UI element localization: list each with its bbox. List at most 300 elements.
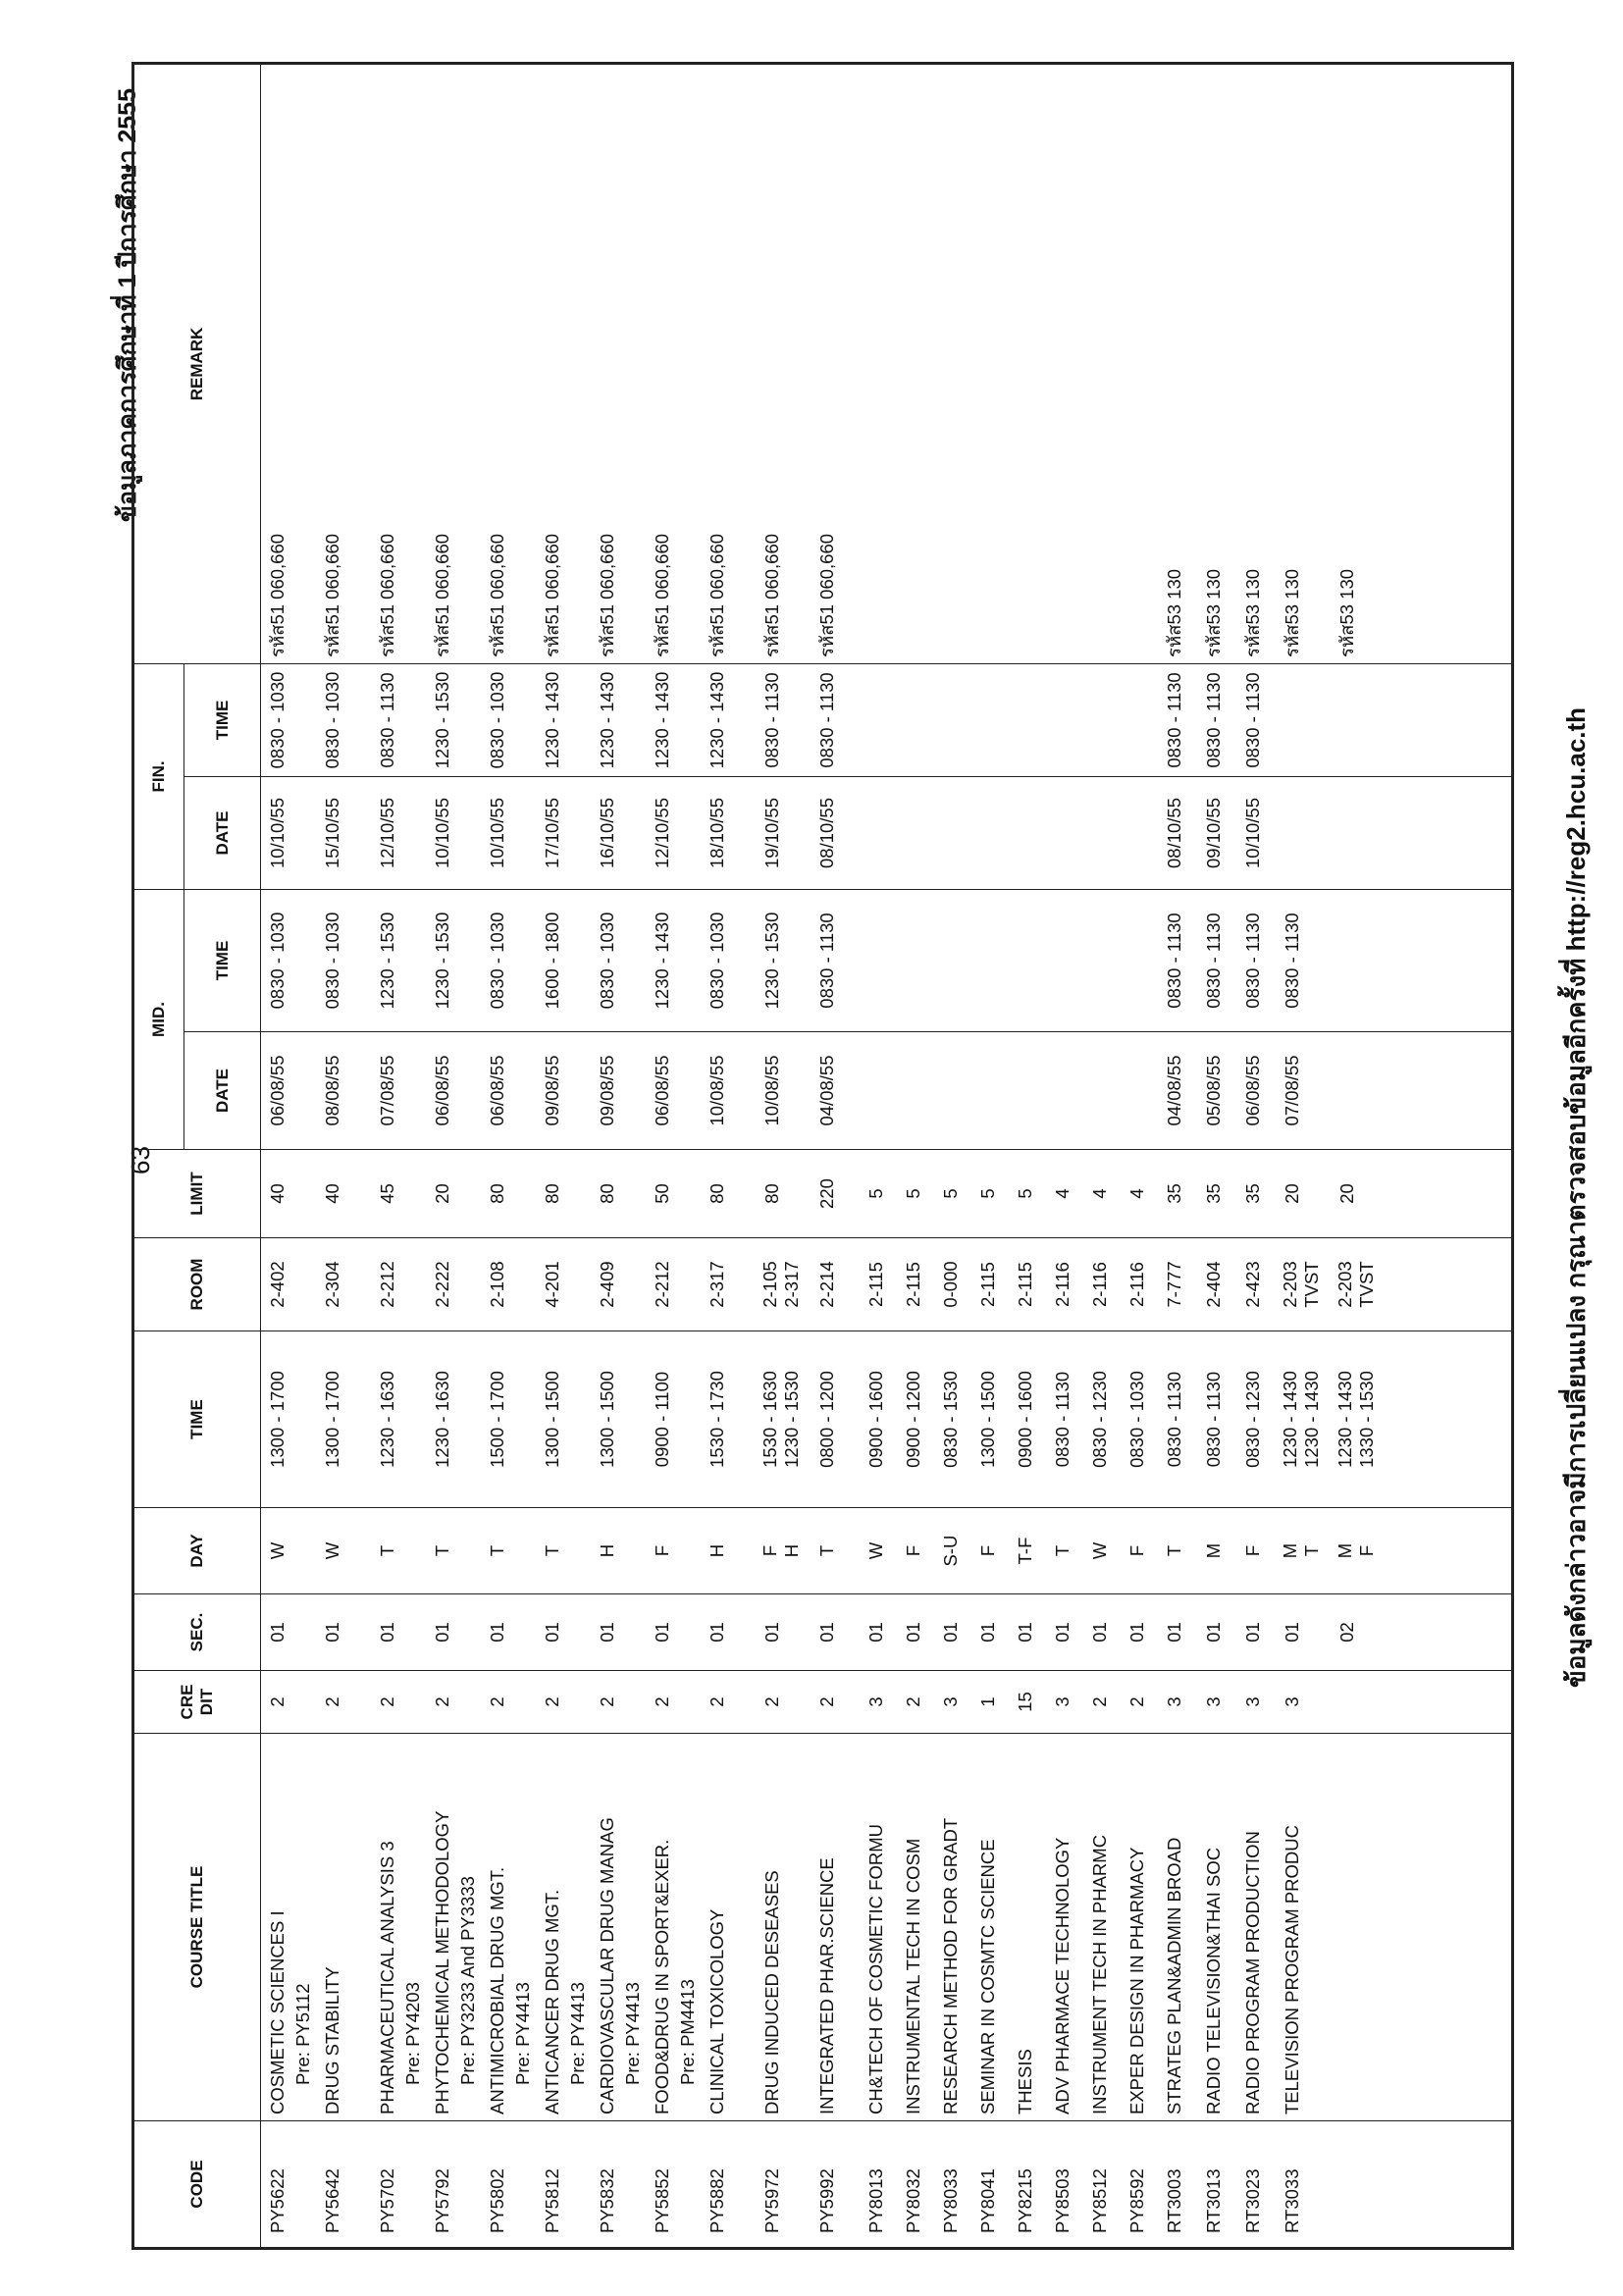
day-value: F bbox=[652, 1544, 672, 1557]
course-title: RESEARCH METHOD FOR GRADT bbox=[940, 1817, 961, 2114]
course-rows bbox=[261, 64, 1513, 2249]
day-cell bbox=[1236, 1508, 1276, 1594]
time-cell bbox=[1083, 1331, 1121, 1508]
prerequisite: Pre: PY5112 bbox=[292, 1983, 313, 2085]
time-cell bbox=[481, 1331, 536, 1508]
fin-date bbox=[1046, 776, 1083, 889]
fin-time bbox=[897, 663, 934, 776]
fin-time bbox=[1009, 663, 1046, 776]
room-cell bbox=[1009, 1238, 1046, 1331]
limit: 50 bbox=[646, 1150, 701, 1238]
day-value: H bbox=[707, 1543, 727, 1558]
section: 01 bbox=[481, 1594, 536, 1671]
filler-cell bbox=[1393, 776, 1513, 889]
filler-cell bbox=[1393, 64, 1513, 664]
table-row bbox=[261, 64, 317, 2249]
course-title-cell bbox=[756, 1734, 811, 2121]
course-title-cell bbox=[1197, 1734, 1236, 2121]
mid-time: 0830 - 1030 bbox=[591, 889, 646, 1031]
mid-date: 10/08/55 bbox=[701, 1032, 756, 1150]
fin-time: 1230 - 1430 bbox=[591, 663, 646, 776]
time-value: 0830 - 1230 bbox=[1242, 1371, 1263, 1468]
fin-date bbox=[971, 776, 1009, 889]
limit: 4 bbox=[1121, 1150, 1158, 1238]
day-cell bbox=[481, 1508, 536, 1594]
time-value: 0830 - 1130 bbox=[1164, 1371, 1184, 1468]
mid-date bbox=[1083, 1032, 1121, 1150]
room-cell bbox=[897, 1238, 934, 1331]
course-title-cell bbox=[426, 1734, 481, 2121]
table-row bbox=[897, 64, 934, 2249]
limit: 5 bbox=[860, 1150, 897, 1238]
section: 01 bbox=[426, 1594, 481, 1671]
course-title-cell bbox=[1121, 1734, 1158, 2121]
course-title: CH&TECH OF COSMETIC FORMU bbox=[865, 1824, 886, 2114]
course-title-cell bbox=[1276, 1734, 1331, 2121]
day-value: H bbox=[781, 1543, 802, 1558]
course-code: PY5972 bbox=[756, 2121, 811, 2249]
course-title-cell bbox=[897, 1734, 934, 2121]
section: 01 bbox=[1046, 1594, 1083, 1671]
time-cell bbox=[1046, 1331, 1083, 1508]
day-value: W bbox=[1089, 1541, 1110, 1560]
day-cell bbox=[897, 1508, 934, 1594]
course-title: SEMINAR IN COSMTC SCIENCE bbox=[977, 1839, 998, 2114]
room-value: 2-115 bbox=[903, 1262, 923, 1307]
course-code bbox=[1331, 2121, 1393, 2249]
table-row bbox=[1276, 64, 1331, 2249]
time-cell bbox=[1121, 1331, 1158, 1508]
table-row bbox=[1236, 64, 1276, 2249]
day-value: F bbox=[1356, 1544, 1377, 1557]
course-title: THESIS bbox=[1015, 2049, 1035, 2114]
remark bbox=[1121, 64, 1158, 664]
mid-date: 06/08/55 bbox=[426, 1032, 481, 1150]
day-value: F bbox=[1242, 1544, 1263, 1557]
table-row bbox=[1158, 64, 1197, 2249]
time-value: 1300 - 1500 bbox=[542, 1371, 562, 1468]
remark bbox=[897, 64, 934, 664]
table-row bbox=[971, 64, 1009, 2249]
limit: 40 bbox=[316, 1150, 371, 1238]
course-title-cell bbox=[316, 1734, 371, 2121]
day-cell bbox=[1331, 1508, 1393, 1594]
prerequisite: Pre: PY4413 bbox=[512, 1982, 533, 2085]
fin-time bbox=[934, 663, 971, 776]
fin-date: 16/10/55 bbox=[591, 776, 646, 889]
limit: 5 bbox=[934, 1150, 971, 1238]
day-cell bbox=[426, 1508, 481, 1594]
remark bbox=[860, 64, 897, 664]
time-value: 0800 - 1200 bbox=[816, 1371, 837, 1468]
mid-time: 0830 - 1130 bbox=[1158, 889, 1197, 1031]
mid-date: 05/08/55 bbox=[1197, 1032, 1236, 1150]
fin-time: 1230 - 1530 bbox=[426, 663, 481, 776]
room-cell bbox=[591, 1238, 646, 1331]
section: 01 bbox=[316, 1594, 371, 1671]
room-value: 2-402 bbox=[267, 1261, 288, 1308]
fin-date: 10/10/55 bbox=[426, 776, 481, 889]
filler-cell bbox=[1393, 1238, 1513, 1331]
fin-date bbox=[1331, 776, 1393, 889]
remark bbox=[1046, 64, 1083, 664]
day-cell bbox=[536, 1508, 591, 1594]
credit: 2 bbox=[1121, 1671, 1158, 1734]
time-cell bbox=[1158, 1331, 1197, 1508]
course-title-cell bbox=[971, 1734, 1009, 2121]
fin-date bbox=[897, 776, 934, 889]
fin-date: 17/10/55 bbox=[536, 776, 591, 889]
col-day: DAY bbox=[133, 1508, 261, 1594]
remark bbox=[1083, 64, 1121, 664]
col-mid-date: DATE bbox=[184, 1032, 261, 1150]
room-cell bbox=[756, 1238, 811, 1331]
mid-date bbox=[1009, 1032, 1046, 1150]
room-value: 2-212 bbox=[377, 1261, 397, 1308]
time-value: 1500 - 1700 bbox=[487, 1371, 507, 1468]
day-cell bbox=[1197, 1508, 1236, 1594]
room-value: 7-777 bbox=[1164, 1261, 1184, 1308]
time-cell bbox=[701, 1331, 756, 1508]
semester-header: ข้อมูลภาคการศึกษาที่ 1 ปีการศึกษา 2555 bbox=[114, 88, 141, 523]
credit: 3 bbox=[1197, 1671, 1236, 1734]
day-value: T bbox=[487, 1544, 507, 1557]
day-cell bbox=[1158, 1508, 1197, 1594]
limit: 4 bbox=[1046, 1150, 1083, 1238]
fin-time: 0830 - 1130 bbox=[1236, 663, 1276, 776]
course-code: PY5702 bbox=[371, 2121, 426, 2249]
fin-time: 0830 - 1130 bbox=[756, 663, 811, 776]
course-code: PY5802 bbox=[481, 2121, 536, 2249]
fin-time: 0830 - 1130 bbox=[371, 663, 426, 776]
limit: 80 bbox=[591, 1150, 646, 1238]
day-cell bbox=[1009, 1508, 1046, 1594]
course-title: DRUG STABILITY bbox=[322, 1966, 342, 2114]
time-cell bbox=[261, 1331, 317, 1508]
day-value: T bbox=[542, 1544, 562, 1557]
course-code: PY8503 bbox=[1046, 2121, 1083, 2249]
room-value: 4-201 bbox=[542, 1261, 562, 1308]
course-title-cell bbox=[860, 1734, 897, 2121]
course-code: RT3033 bbox=[1276, 2121, 1331, 2249]
room-value: 2-404 bbox=[1203, 1261, 1224, 1308]
time-value: 1230 - 1430 bbox=[1301, 1371, 1322, 1468]
day-cell bbox=[371, 1508, 426, 1594]
room-value: 2-317 bbox=[707, 1261, 727, 1308]
credit: 3 bbox=[1276, 1671, 1331, 1734]
fin-date: 12/10/55 bbox=[371, 776, 426, 889]
day-value: M bbox=[1203, 1542, 1224, 1559]
filler-cell bbox=[1393, 1508, 1513, 1594]
room-value: 2-115 bbox=[865, 1262, 886, 1307]
time-value: 1230 - 1430 bbox=[1280, 1371, 1300, 1468]
room-cell bbox=[1158, 1238, 1197, 1331]
room-cell bbox=[261, 1238, 317, 1331]
course-code: PY5622 bbox=[261, 2121, 317, 2249]
section: 01 bbox=[1009, 1594, 1046, 1671]
table-row bbox=[1046, 64, 1083, 2249]
mid-time: 1600 - 1800 bbox=[536, 889, 591, 1031]
room-cell bbox=[426, 1238, 481, 1331]
course-code: PY8013 bbox=[860, 2121, 897, 2249]
time-value: 1300 - 1500 bbox=[977, 1371, 998, 1468]
mid-date: 10/08/55 bbox=[756, 1032, 811, 1150]
remark: รหัส51 060,660 bbox=[591, 64, 646, 664]
mid-date: 06/08/55 bbox=[646, 1032, 701, 1150]
course-title-cell bbox=[1083, 1734, 1121, 2121]
day-cell bbox=[934, 1508, 971, 1594]
course-title-cell bbox=[1331, 1734, 1393, 2121]
course-code: RT3023 bbox=[1236, 2121, 1276, 2249]
filler-cell bbox=[1393, 1594, 1513, 1671]
table-row bbox=[591, 64, 646, 2249]
credit: 2 bbox=[811, 1671, 860, 1734]
limit: 80 bbox=[536, 1150, 591, 1238]
course-title: ADV PHARMACE TECHNOLOGY bbox=[1052, 1837, 1073, 2114]
fin-time: 0830 - 1030 bbox=[261, 663, 317, 776]
day-cell bbox=[811, 1508, 860, 1594]
credit: 2 bbox=[536, 1671, 591, 1734]
time-value: 1300 - 1700 bbox=[267, 1371, 288, 1468]
mid-date bbox=[897, 1032, 934, 1150]
fin-time: 0830 - 1030 bbox=[316, 663, 371, 776]
room-cell bbox=[1236, 1238, 1276, 1331]
time-cell bbox=[591, 1331, 646, 1508]
room-value: 2-212 bbox=[652, 1261, 672, 1308]
day-value: T bbox=[1301, 1544, 1322, 1557]
room-cell bbox=[971, 1238, 1009, 1331]
course-title-cell bbox=[1236, 1734, 1276, 2121]
room-value: 2-203 bbox=[1280, 1261, 1300, 1308]
table-row bbox=[536, 64, 591, 2249]
time-value: 1230 - 1630 bbox=[432, 1371, 452, 1468]
col-mid-time: TIME bbox=[184, 889, 261, 1031]
course-code: PY5792 bbox=[426, 2121, 481, 2249]
fin-time: 0830 - 1030 bbox=[481, 663, 536, 776]
day-value: T bbox=[377, 1544, 397, 1557]
mid-date: 06/08/55 bbox=[261, 1032, 317, 1150]
course-code: PY5812 bbox=[536, 2121, 591, 2249]
section: 01 bbox=[934, 1594, 971, 1671]
time-value: 1530 - 1730 bbox=[707, 1371, 727, 1468]
mid-time bbox=[1083, 889, 1121, 1031]
col-fin-time: TIME bbox=[184, 663, 261, 776]
col-credit-line1: CRE bbox=[178, 1684, 196, 1720]
day-value: W bbox=[267, 1541, 288, 1560]
room-cell bbox=[860, 1238, 897, 1331]
section: 01 bbox=[646, 1594, 701, 1671]
credit: 2 bbox=[316, 1671, 371, 1734]
remark: รหัส53 130 bbox=[1158, 64, 1197, 664]
limit: 35 bbox=[1236, 1150, 1276, 1238]
fin-date bbox=[860, 776, 897, 889]
section: 01 bbox=[371, 1594, 426, 1671]
course-title: RADIO PROGRAM PRODUCTION bbox=[1242, 1831, 1263, 2114]
limit: 40 bbox=[261, 1150, 317, 1238]
course-code: PY5992 bbox=[811, 2121, 860, 2249]
remark: รหัส51 060,660 bbox=[646, 64, 701, 664]
time-cell bbox=[934, 1331, 971, 1508]
mid-time bbox=[1121, 889, 1158, 1031]
limit: 20 bbox=[1331, 1150, 1393, 1238]
course-title: INSTRUMENTAL TECH IN COSM bbox=[903, 1838, 923, 2114]
course-code: PY8592 bbox=[1121, 2121, 1158, 2249]
course-title-cell bbox=[591, 1734, 646, 2121]
remark: รหัส53 130 bbox=[1236, 64, 1276, 664]
col-room: ROOM bbox=[133, 1238, 261, 1331]
course-title-cell bbox=[1009, 1734, 1046, 2121]
course-code: PY8032 bbox=[897, 2121, 934, 2249]
room-value: 2-108 bbox=[487, 1261, 507, 1308]
mid-date: 07/08/55 bbox=[371, 1032, 426, 1150]
time-cell bbox=[897, 1331, 934, 1508]
room-cell bbox=[536, 1238, 591, 1331]
course-code: PY5852 bbox=[646, 2121, 701, 2249]
mid-date bbox=[1121, 1032, 1158, 1150]
limit: 220 bbox=[811, 1150, 860, 1238]
room-cell bbox=[1197, 1238, 1236, 1331]
fin-time: 0830 - 1130 bbox=[1197, 663, 1236, 776]
course-title-cell bbox=[934, 1734, 971, 2121]
course-title: DRUG INDUCED DESEASES bbox=[761, 1870, 782, 2114]
fin-time bbox=[1121, 663, 1158, 776]
room-cell bbox=[1331, 1238, 1393, 1331]
table-row bbox=[811, 64, 860, 2249]
room-value: 2-116 bbox=[1052, 1262, 1073, 1307]
course-title-cell bbox=[701, 1734, 756, 2121]
mid-time: 1230 - 1530 bbox=[756, 889, 811, 1031]
room-value: TVST bbox=[1301, 1261, 1322, 1308]
section: 01 bbox=[1158, 1594, 1197, 1671]
remark: รหัส53 130 bbox=[1276, 64, 1331, 664]
fin-date bbox=[1009, 776, 1046, 889]
course-title-cell bbox=[1046, 1734, 1083, 2121]
day-cell bbox=[591, 1508, 646, 1594]
remark: รหัส51 060,660 bbox=[426, 64, 481, 664]
day-value: H bbox=[597, 1543, 617, 1558]
room-value: 2-116 bbox=[1126, 1262, 1147, 1307]
course-code: PY8041 bbox=[971, 2121, 1009, 2249]
mid-date: 07/08/55 bbox=[1276, 1032, 1331, 1150]
course-code: PY5882 bbox=[701, 2121, 756, 2249]
mid-date: 06/08/55 bbox=[1236, 1032, 1276, 1150]
col-limit: LIMIT bbox=[133, 1150, 261, 1238]
section: 01 bbox=[591, 1594, 646, 1671]
course-title-cell bbox=[261, 1734, 317, 2121]
room-value: 2-222 bbox=[432, 1261, 452, 1308]
day-cell bbox=[860, 1508, 897, 1594]
table-row bbox=[646, 64, 701, 2249]
day-cell bbox=[1083, 1508, 1121, 1594]
prerequisite: Pre: PM4413 bbox=[677, 1979, 698, 2085]
fin-date: 09/10/55 bbox=[1197, 776, 1236, 889]
time-cell bbox=[756, 1331, 811, 1508]
day-cell bbox=[971, 1508, 1009, 1594]
room-cell bbox=[811, 1238, 860, 1331]
credit: 2 bbox=[481, 1671, 536, 1734]
section: 01 bbox=[897, 1594, 934, 1671]
day-value: F bbox=[759, 1544, 780, 1557]
mid-time: 1230 - 1430 bbox=[646, 889, 701, 1031]
course-code: PY8215 bbox=[1009, 2121, 1046, 2249]
mid-time: 0830 - 1130 bbox=[811, 889, 860, 1031]
section: 01 bbox=[701, 1594, 756, 1671]
day-value: T-F bbox=[1015, 1537, 1035, 1565]
mid-time bbox=[1331, 889, 1393, 1031]
section: 01 bbox=[1236, 1594, 1276, 1671]
limit: 5 bbox=[897, 1150, 934, 1238]
course-title: PHYTOCHEMICAL METHODOLOGY bbox=[432, 1810, 452, 2114]
table-row bbox=[426, 64, 481, 2249]
mid-date bbox=[1331, 1032, 1393, 1150]
col-time: TIME bbox=[133, 1331, 261, 1508]
credit: 2 bbox=[646, 1671, 701, 1734]
mid-date: 04/08/55 bbox=[811, 1032, 860, 1150]
remark: รหัส51 060,660 bbox=[316, 64, 371, 664]
mid-time: 0830 - 1030 bbox=[261, 889, 317, 1031]
table-row bbox=[1121, 64, 1158, 2249]
day-cell bbox=[1121, 1508, 1158, 1594]
time-value: 0900 - 1200 bbox=[903, 1371, 923, 1468]
day-value: M bbox=[1280, 1542, 1300, 1559]
table-row bbox=[860, 64, 897, 2249]
day-value: W bbox=[322, 1541, 342, 1560]
day-value: F bbox=[977, 1544, 998, 1557]
section: 01 bbox=[536, 1594, 591, 1671]
remark: รหัส53 130 bbox=[1197, 64, 1236, 664]
mid-time: 0830 - 1130 bbox=[1236, 889, 1276, 1031]
fin-time bbox=[1276, 663, 1331, 776]
remark: รหัส51 060,660 bbox=[261, 64, 317, 664]
limit: 20 bbox=[1276, 1150, 1331, 1238]
limit: 5 bbox=[971, 1150, 1009, 1238]
col-sec: SEC. bbox=[133, 1594, 261, 1671]
col-course-title: COURSE TITLE bbox=[133, 1734, 261, 2121]
day-cell bbox=[261, 1508, 317, 1594]
fin-date: 12/10/55 bbox=[646, 776, 701, 889]
credit: 2 bbox=[756, 1671, 811, 1734]
fin-time: 0830 - 1130 bbox=[1158, 663, 1197, 776]
mid-date bbox=[1046, 1032, 1083, 1150]
credit: 2 bbox=[261, 1671, 317, 1734]
room-value: TVST bbox=[1356, 1261, 1377, 1308]
credit: 1 bbox=[971, 1671, 1009, 1734]
prerequisite: Pre: PY4413 bbox=[622, 1982, 643, 2085]
col-fin-date: DATE bbox=[184, 776, 261, 889]
fin-date bbox=[1121, 776, 1158, 889]
course-code: PY5832 bbox=[591, 2121, 646, 2249]
course-title: EXPER DESIGN IN PHARMACY bbox=[1126, 1847, 1147, 2114]
filler-cell bbox=[1393, 1032, 1513, 1150]
mid-time bbox=[897, 889, 934, 1031]
time-value: 1330 - 1530 bbox=[1356, 1371, 1377, 1468]
mid-time bbox=[1046, 889, 1083, 1031]
room-cell bbox=[1046, 1238, 1083, 1331]
course-title-cell bbox=[371, 1734, 426, 2121]
limit: 80 bbox=[701, 1150, 756, 1238]
course-title: COSMETIC SCIENCES I bbox=[267, 1910, 288, 2114]
time-cell bbox=[971, 1331, 1009, 1508]
credit: 2 bbox=[371, 1671, 426, 1734]
table-row bbox=[934, 64, 971, 2249]
section: 01 bbox=[1276, 1594, 1331, 1671]
fin-date: 18/10/55 bbox=[701, 776, 756, 889]
course-code: PY8033 bbox=[934, 2121, 971, 2249]
section: 01 bbox=[971, 1594, 1009, 1671]
mid-time: 1230 - 1530 bbox=[371, 889, 426, 1031]
remark: รหัส51 060,660 bbox=[536, 64, 591, 664]
room-cell bbox=[1276, 1238, 1331, 1331]
